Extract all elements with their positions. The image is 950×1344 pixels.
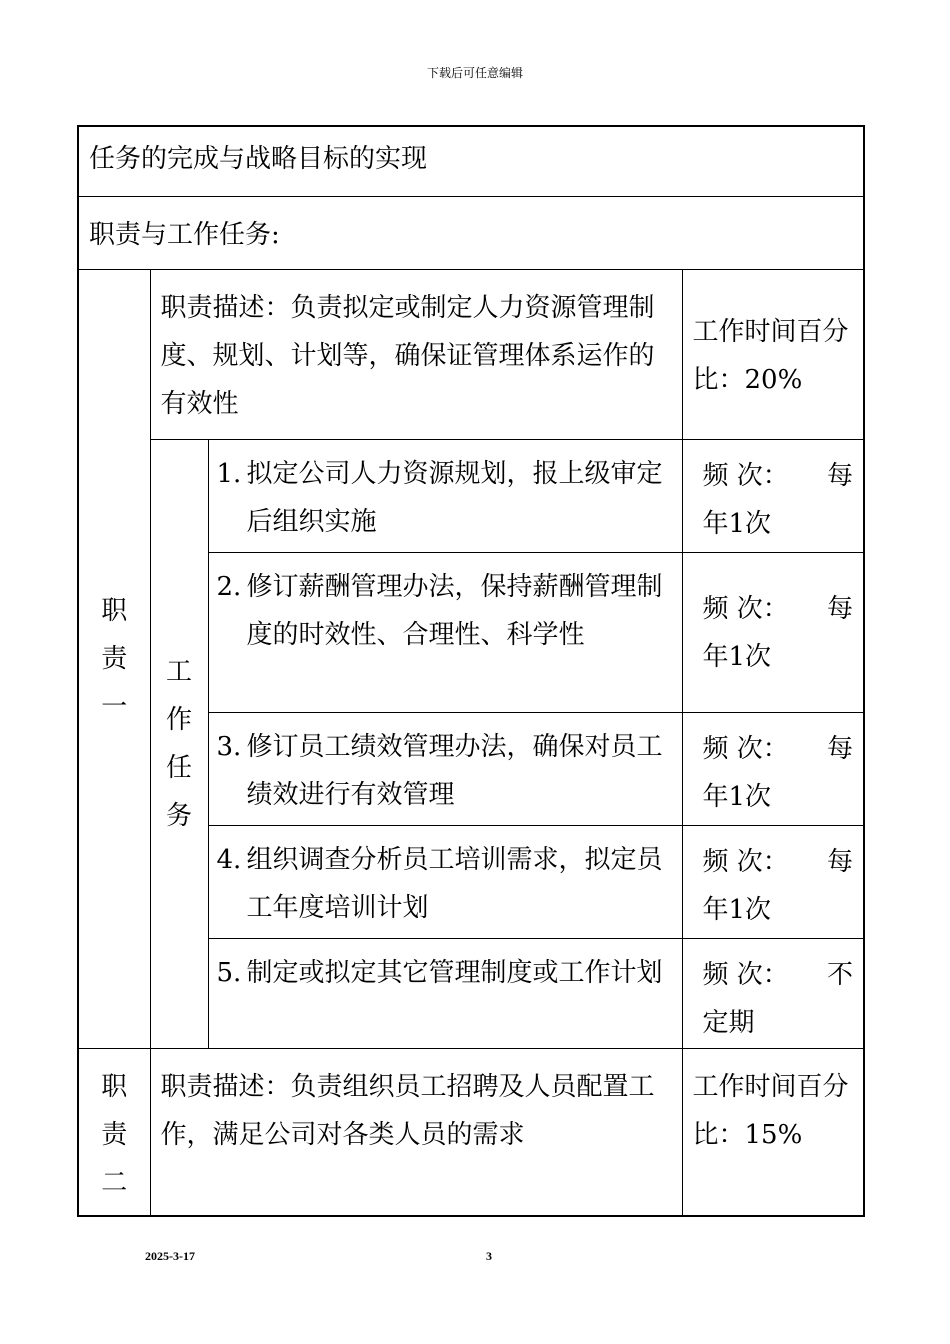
task-row [78,439,864,552]
footer-date: 2025-3-17 [145,1249,195,1263]
task-text: 修订员工绩效管理办法，确保对员工绩效进行有效管理 [246,731,663,810]
duty1-description-row [78,269,864,439]
task-4-frequency: 频 次： 每 年1次 [682,825,864,938]
task-4 [208,825,682,938]
task-number: 5. [216,957,242,988]
duties-heading: 职责与工作任务: [78,196,864,269]
duty1-label: 职 责 一 [78,269,150,1048]
duties-heading-row [78,196,864,269]
duty2-label: 职 责 二 [78,1048,150,1216]
task-text: 制定或拟定其它管理制度或工作计划 [246,957,663,988]
task-text: 拟定公司人力资源规划，报上级审定后组织实施 [246,458,663,537]
task-number: 3. [216,731,242,762]
duty1-description: 职责描述：负责拟定或制定人力资源管理制度、规划、计划等，确保证管理体系运作的有效性 [150,269,682,439]
task-3 [208,712,682,825]
task-1 [208,439,682,552]
duty2-time-share: 工作时间百分比：15% [682,1048,864,1216]
task-text: 组织调查分析员工培训需求，拟定员工年度培训计划 [246,844,663,923]
task-5-frequency: 频 次： 不 定期 [682,938,864,1048]
task-number: 1. [216,458,242,489]
task-text: 修订薪酬管理办法，保持薪酬管理制度的时效性、合理性、科学性 [246,571,663,650]
task-2 [208,552,682,712]
task-1-frequency: 频 次： 每 年1次 [682,439,864,552]
duty2-row [78,1048,864,1216]
task-2-frequency: 频 次： 每 年1次 [682,552,864,712]
page-number: 3 [486,1249,492,1263]
duty-table [77,125,865,1217]
duty1-time-share: 工作时间百分比：20% [682,269,864,439]
task-5 [208,938,682,1048]
header-note: 下载后可任意编辑 [426,66,523,80]
task-number: 4. [216,844,242,875]
purpose-text: 任务的完成与战略目标的实现 [78,126,864,196]
task-label: 工 作 任 务 [150,439,208,1048]
task-3-frequency: 频 次： 每 年1次 [682,712,864,825]
duty2-description: 职责描述：负责组织员工招聘及人员配置工作，满足公司对各类人员的需求 [150,1048,682,1216]
task-number: 2. [216,571,242,602]
purpose-row [78,126,864,196]
